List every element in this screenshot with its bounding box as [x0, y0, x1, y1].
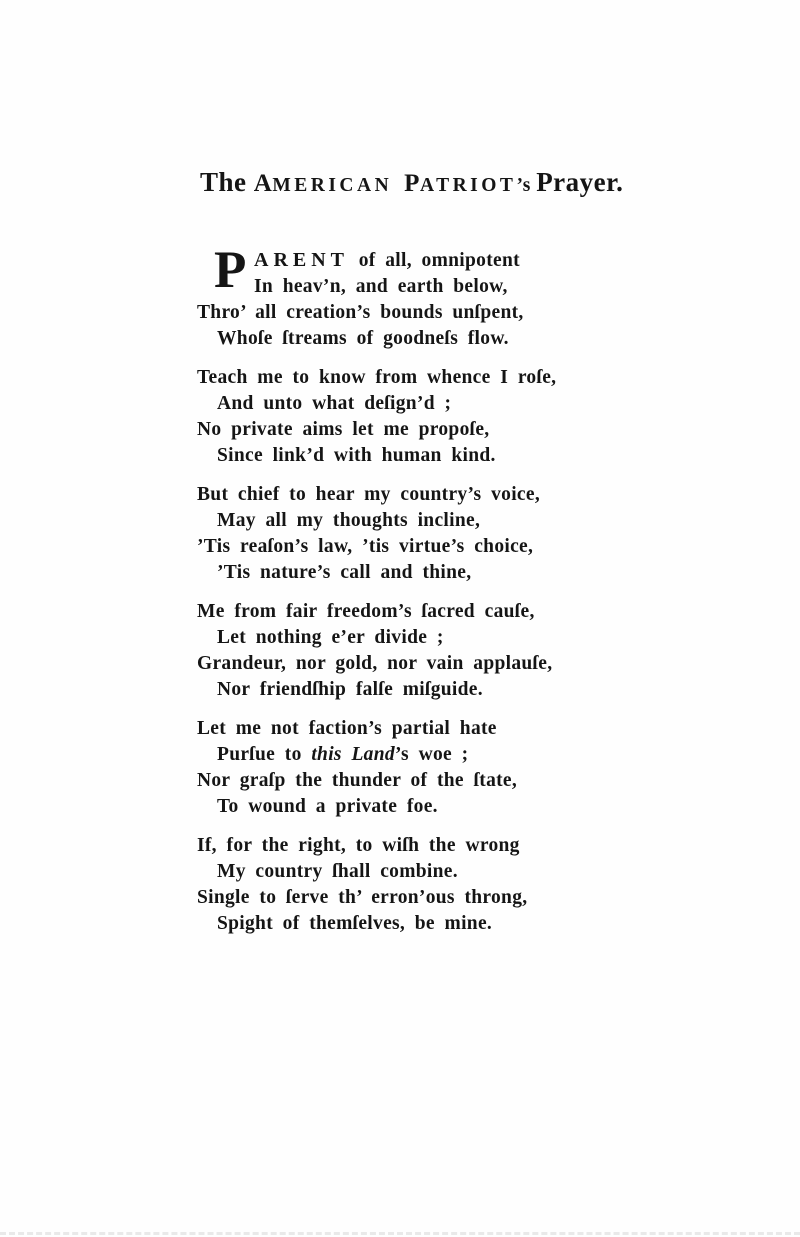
text-segment: ’Tis reaſon’s law, ’tis virtue’s choice, — [197, 536, 534, 557]
text-segment: of all, omnipotent — [349, 250, 520, 271]
poem-line — [197, 651, 627, 677]
text-segment: My country ſhall combine. — [217, 861, 458, 882]
text-segment: Purſue to — [217, 744, 312, 765]
text-segment: Whoſe ſtreams of goodneſs flow. — [217, 328, 509, 349]
text-segment: Nor graſp the thunder of the ſtate, — [197, 770, 518, 791]
text-segment: Teach me to know from whence I roſe, — [197, 367, 557, 388]
scan-edge-artifact — [0, 1232, 800, 1235]
stanza-2 — [197, 365, 627, 469]
text-segment: Let me not faction’s partial hate — [197, 718, 497, 739]
dropcap-letter: P — [214, 241, 247, 299]
poem-line — [197, 247, 627, 274]
text-segment: No private aims let me propoſe, — [197, 419, 490, 440]
poem-line — [197, 768, 627, 794]
text-segment: Grandeur, nor gold, nor vain applauſe, — [197, 653, 553, 674]
title-part: ATRIOT — [419, 175, 517, 196]
poem-line — [197, 833, 627, 859]
poem-line — [197, 274, 627, 300]
poem-line — [197, 391, 627, 417]
text-segment: Nor friendſhip falſe miſguide. — [217, 679, 483, 700]
text-segment: Since link’d with human kind. — [217, 445, 496, 466]
poem-line — [197, 859, 627, 885]
poem-line — [197, 599, 627, 625]
poem-line — [197, 677, 627, 703]
poem-line — [197, 443, 627, 469]
poem-line — [197, 508, 627, 534]
text-segment: But chief to hear my country’s voice, — [197, 484, 541, 505]
text-segment: ’s woe ; — [394, 744, 469, 765]
poem-line — [197, 326, 627, 352]
stanza-4 — [197, 599, 627, 703]
poem-line — [197, 482, 627, 508]
poem-line — [197, 300, 627, 326]
poem-line — [197, 560, 627, 586]
title-part: P — [404, 170, 420, 197]
title-part: The — [200, 167, 254, 197]
poem-line — [197, 716, 627, 742]
text-segment: Single to ſerve th’ erron’ous throng, — [197, 887, 528, 908]
italic-phrase: this Land — [311, 744, 395, 765]
text-segment: In heav’n, and earth below, — [254, 276, 508, 297]
text-segment: To wound a private foe. — [217, 796, 438, 817]
poem-line — [197, 417, 627, 443]
poem-line — [197, 534, 627, 560]
poem-line — [197, 885, 627, 911]
text-segment: ’Tis nature’s call and thine, — [217, 562, 472, 583]
stanza-6 — [197, 833, 627, 937]
title-part: Prayer. — [536, 167, 624, 197]
text-segment: Let nothing e’er divide ; — [217, 627, 444, 648]
text-segment: May all my thoughts incline, — [217, 510, 481, 531]
stanza-5 — [197, 716, 627, 820]
poem-title — [200, 167, 624, 198]
stanza-1 — [197, 241, 627, 352]
poem-line — [197, 625, 627, 651]
poem-line — [197, 742, 627, 768]
poem-body — [197, 241, 627, 950]
title-part: MERICAN — [272, 175, 393, 196]
title-part: A — [253, 170, 273, 197]
stanza-3 — [197, 482, 627, 586]
text-segment: Me from fair freedom’s ſacred cauſe, — [197, 601, 535, 622]
poem-line — [197, 794, 627, 820]
poem-line — [197, 911, 627, 937]
text-segment: If, for the right, to wiſh the wrong — [197, 835, 520, 856]
text-segment: Thro’ all creation’s bounds unſpent, — [197, 302, 524, 323]
text-segment: Spight of themſelves, be mine. — [217, 913, 493, 934]
text-segment: And unto what deſign’d ; — [217, 393, 452, 414]
title-part: ’s — [516, 175, 537, 196]
text-segment: ARENT — [254, 249, 350, 271]
poem-line — [197, 365, 627, 391]
